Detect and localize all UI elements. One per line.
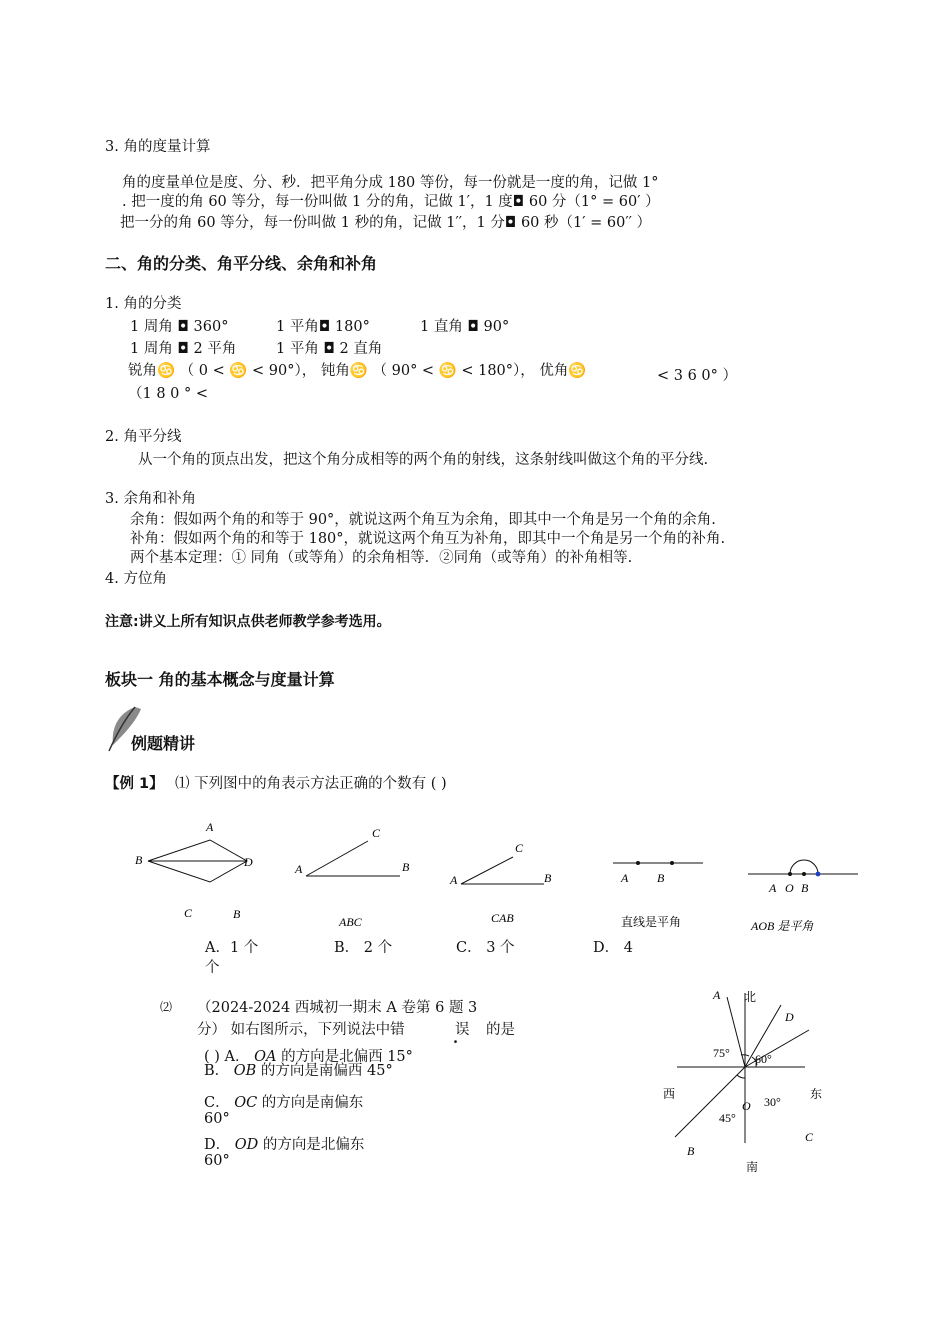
complement-title: 3. 余角和补角 [105,491,196,507]
ray-ob [675,1067,745,1137]
section-title-measure: 3. 角的度量计算 [105,139,211,155]
compass-west: 西 [663,1087,676,1101]
figure-angle-cab [445,840,575,940]
q2-line-1: （2024-2024 西城初一期末 A 卷第 6 题 3 [197,1000,478,1016]
f2-label-b: B [402,860,410,874]
measure-line-2: . 把一度的角 60 等分，每一份叫做 1 分的角，记做 1′，1 度◘ 60 分（1° = 60′ ） [122,194,660,210]
compass-angle-75: 75° [713,1046,730,1060]
f3-label-c: C [515,841,524,855]
q2-option-a-var: OA [254,1049,277,1065]
classify-title: 1. 角的分类 [105,296,182,312]
q2-option-d-wrap: 60° [204,1153,230,1169]
q2-option-c-var: OC [234,1095,258,1111]
compass-label-b: B [687,1144,695,1158]
example-header: 例题精讲 [131,734,196,753]
figure-line [605,850,715,940]
figure-quadrilateral [130,815,260,925]
f1-label-b2: B [233,907,241,921]
q2-option-c-wrap: 60° [204,1111,230,1127]
f5-point-b [816,872,821,877]
compass-east: 东 [810,1087,823,1101]
example1-tag: 【例 1】 [105,776,164,792]
f5-label-b: B [801,881,809,895]
q2-number: ⑵ [160,1000,173,1014]
compass-north: 北 [744,990,757,1004]
q2-option-a-prefix: ( ) A． [204,1049,255,1065]
figure-straight-angle [745,850,870,940]
figure-angle-abc [290,825,420,935]
complement-line-2: 补角：假如两个角的和等于 180°，就说这两个角互为补角，即其中一个角是另一个角的补角. [130,531,726,547]
compass-south: 南 [746,1160,759,1174]
f5-arc [790,860,818,874]
f4-label-a: A [621,871,629,885]
f2-label-a: A [295,862,303,876]
complement-line-1: 余角：假如两个角的和等于 90°，就说这两个角互为余角，即其中一个角是另一个角的余角. [130,512,716,528]
compass-label-a: A [713,988,721,1002]
compass-label-o: O [742,1099,751,1113]
classify-row3: 锐角♋ （ 0 < ♋ < 90°）， 钝角♋ （ 90° < ♋ < 180°）， 优角♋ [128,363,587,379]
q2-option-d-var: OD [234,1137,259,1153]
example1-q1: ⑴ 下列图中的角表示方法正确的个数有 ( ) [175,776,447,792]
q2-option-b-prefix: B． [204,1063,234,1079]
classify-row1c: 1 直角 ◘ 90° [420,319,510,335]
choice-a[interactable]: A．1 个 [205,940,259,956]
f1-label-d: D [244,855,253,869]
classify-row1a: 1 周角 ◘ 360° [130,319,229,335]
f1-label-c: C [184,906,193,920]
q2-option-d[interactable] [204,1133,364,1154]
q2-line-2a: 分） 如右图所示，下列说法中错 [197,1022,405,1038]
q2-option-b-var: OB [233,1063,257,1079]
f2-caption: ABC [339,915,362,929]
f4-point-a [636,861,640,865]
q2-option-d-text: 的方向是北偏东 [258,1137,365,1153]
f5-label-o: O [785,881,794,895]
choice-d[interactable]: D． 4 [593,940,633,956]
classify-row2b: 1 平角 ◘ 2 直角 [276,341,383,357]
direction-title: 4. 方位角 [105,571,167,587]
f4-caption: 直线是平角 [621,915,682,929]
compass-angle-45: 45° [719,1111,736,1125]
q2-option-b[interactable] [204,1059,393,1080]
complement-line-3: 两个基本定理：① 同角（或等角）的余角相等．②同角（或等角）的补角相等. [130,550,633,566]
compass-label-d: D [785,1010,794,1024]
block1-title: 板块一 角的基本概念与度量计算 [105,670,335,689]
f3-ray-c [461,857,513,884]
classify-row1b: 1 平角◘ 180° [276,319,370,335]
measure-line-3: 把一分的角 60 等分，每一份叫做 1 秒的角，记做 1′′，1 分◘ 60 秒（1′ = 60′′ ） [120,215,652,231]
choice-a-wrap: 个 [205,960,220,976]
f5-label-a: A [769,881,777,895]
f5-point-a [788,872,792,876]
bisector-text: 从一个角的顶点出发，把这个角分成相等的两个角的射线，这条射线叫做这个角的平分线. [138,452,709,468]
emphasis-dot: . [453,1030,459,1047]
classify-row2a: 1 周角 ◘ 2 平角 [130,341,237,357]
q2-line-2b: 误 [455,1022,470,1038]
q2-line-2c: 的是 [486,1022,515,1038]
f5-point-o [802,872,806,876]
arc-45 [737,1075,745,1078]
measure-line-1: 角的度量单位是度、分、秒．把平角分成 180 等份，每一份就是一度的角，记做 1° [122,175,659,191]
part2-heading: 二、角的分类、角平分线、余角和补角 [105,254,378,273]
bisector-title: 2. 角平分线 [105,429,182,445]
choice-b[interactable]: B． 2 个 [334,940,393,956]
f1-label-a: A [206,820,214,834]
f3-label-a: A [450,873,458,887]
classify-row4: （1 8 0 ° < [128,386,209,402]
f3-caption: CAB [491,911,514,925]
compass-label-c: C [805,1130,814,1144]
f2-ray-c [306,841,368,876]
q2-option-c-prefix: C． [204,1095,235,1111]
f5-caption: AOB 是平角 [751,919,814,933]
f4-label-b: B [657,871,665,885]
f1-label-b: B [135,853,143,867]
note: 注意:讲义上所有知识点供老师教学参考选用。 [105,614,391,630]
q2-option-a-text: 的方向是北偏西 15° [276,1049,413,1065]
f2-label-c: C [372,826,381,840]
q2-option-c-text: 的方向是南偏东 [257,1095,364,1111]
f3-label-b: B [544,871,552,885]
classify-row3b: < 3 6 0° ） [657,368,738,384]
q2-option-b-text: 的方向是南偏西 45° [256,1063,393,1079]
compass-angle-60: 60° [755,1052,772,1066]
compass-angle-30: 30° [764,1095,781,1109]
f4-point-b [670,861,674,865]
q2-option-d-prefix: D． [204,1137,235,1153]
compass-figure [655,985,835,1180]
choice-c[interactable]: C． 3 个 [456,940,515,956]
q2-option-c[interactable] [204,1091,363,1112]
